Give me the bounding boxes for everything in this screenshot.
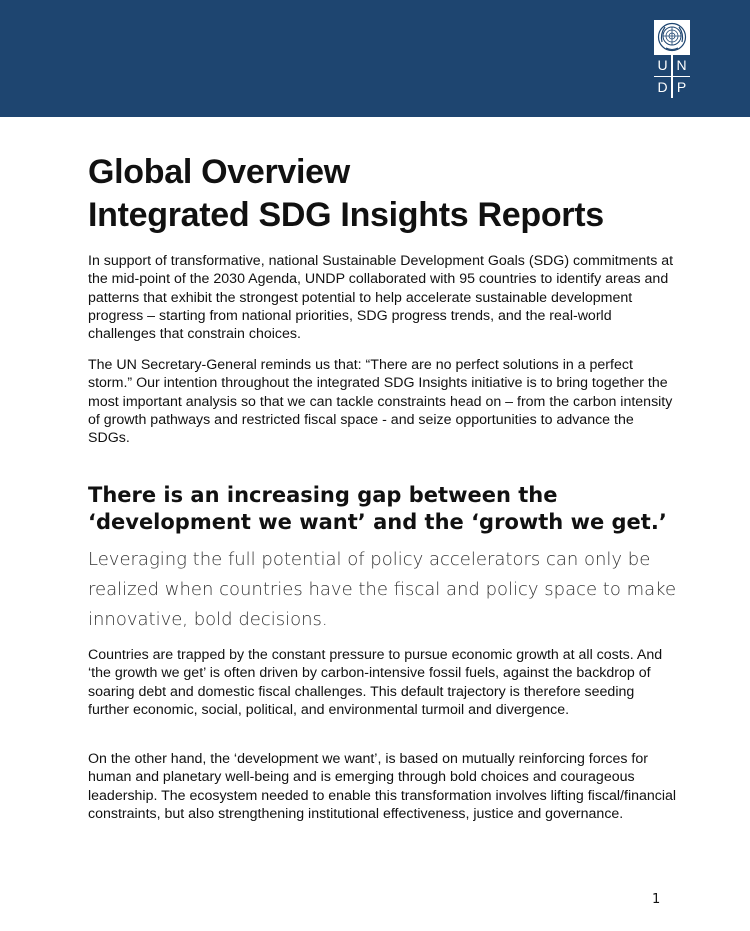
body-paragraph: On the other hand, the ‘development we want’, is based on mutually reinforcing forces for human and planetary well-being and is emerging through bold choices and courageous leadership. The ecosystem needed to enable this transformation involves lifting fiscal/financial constraints, but also strengthening institutional effectiveness, justice and governance. bbox=[88, 751, 677, 822]
intro-paragraph: The UN Secretary-General reminds us that: “There are no perfect solutions in a perfect storm.” Our intention throughout the integrated SDG Insights initiative is to bring together the most important analysis so that we can tackle constraints head on – from the carbon intensity of growth pathways and restricted fiscal space - and seize opportunities to advance the SDGs. bbox=[88, 357, 673, 447]
lead-text: Leveraging the full potential of policy accelerators can only be realized when countries have the fiscal and policy space to make innovative, bold decisions. bbox=[88, 549, 677, 630]
section-heading: There is an increasing gap between the ‘development we want’ and the ‘growth we get.’ bbox=[88, 483, 667, 534]
logo-letter-d: D bbox=[654, 77, 671, 98]
page-title bbox=[88, 151, 708, 237]
intro-paragraph: In support of transformative, national Sustainable Development Goals (SDG) commitments at the mid-point of the 2030 Agenda, UNDP collaborated with 95 countries to identify areas and patterns that exhibit the strongest potential to help accelerate sustainable development progress – starting from national priorities, SDG progress trends, and the real-world challenges that constrain choices. bbox=[88, 253, 674, 343]
header-banner bbox=[0, 0, 750, 117]
page-number: 1 bbox=[652, 892, 661, 907]
logo-letter-u: U bbox=[654, 55, 671, 76]
title-line-2: Integrated SDG Insights Reports bbox=[88, 196, 604, 234]
logo-letter-n: N bbox=[673, 55, 690, 76]
un-emblem-icon bbox=[657, 22, 687, 52]
undp-logo bbox=[654, 20, 690, 98]
logo-letter-p: P bbox=[673, 77, 690, 98]
body-paragraph: Countries are trapped by the constant pressure to pursue economic growth at all costs. And ‘the growth we get’ is often driven by carbon-intensive fossil fuels, against the backdrop of soaring debt and domestic fiscal challenges. This default trajectory is therefore seeding further economic, social, political, and environmental turmoil and divergence. bbox=[88, 647, 663, 718]
title-line-1: Global Overview bbox=[88, 153, 350, 191]
